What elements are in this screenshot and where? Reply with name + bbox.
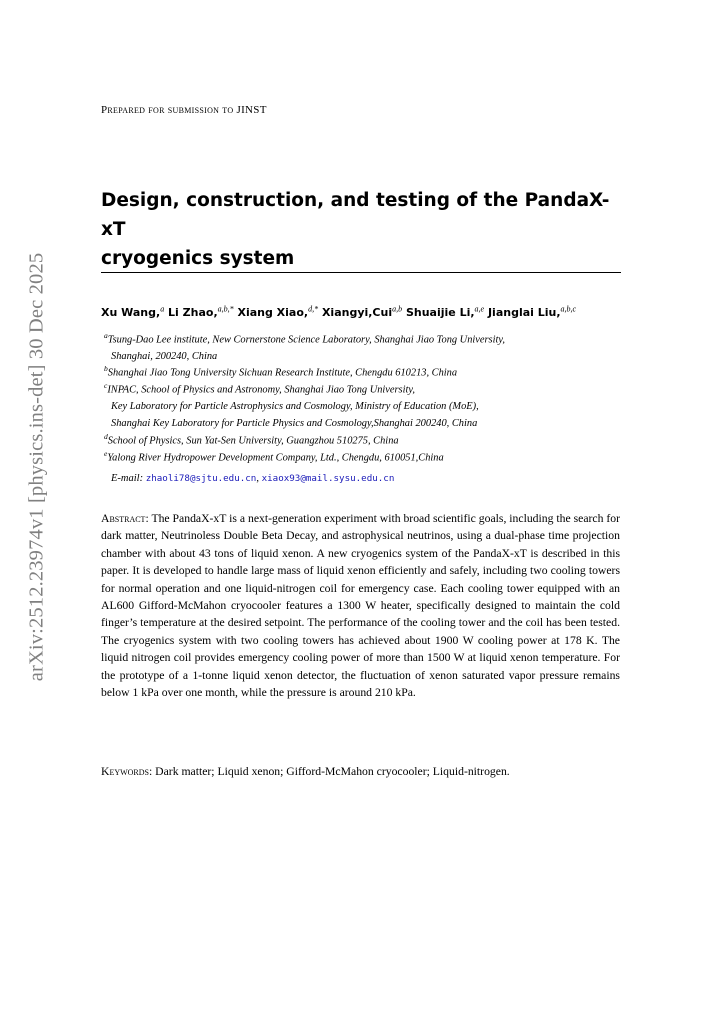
title-rule — [101, 272, 621, 273]
keywords-text: Dark matter; Liquid xenon; Gifford-McMahon cryocooler; Liquid-nitrogen. — [155, 765, 510, 778]
affiliation-a: $^a$Tsung-Dao Lee institute, New Cornerstone Science Laboratory, Shanghai Jiao Tong University, Shanghai, 200240, China — [104, 331, 505, 363]
title-line-1: Design, construction, and testing of the PandaX-xT — [101, 190, 610, 240]
author: Xiang Xiao,$^{d,*}$ — [237, 304, 319, 319]
arxiv-stamp-text: arXiv:2512.23974v1 [physics.ins-det] 30 Dec 2025 — [25, 252, 48, 682]
author: Xiangyi,Cui$^{a,b}$ — [321, 304, 403, 319]
email-label: E-mail: — [111, 473, 144, 484]
title-line-2: cryogenics system — [101, 248, 295, 269]
author: Xu Wang,$^a$ — [101, 304, 165, 319]
contact-emails: E-mail: zhaoli78@sjtu.edu.cn, xiaox93@mail.sysu.edu.cn — [111, 473, 395, 484]
email-link-zhao[interactable]: zhaoli78@sjtu.edu.cn — [145, 473, 257, 484]
arxiv-stamp — [22, 252, 52, 682]
abstract-label: Abstract: — [101, 512, 149, 525]
keywords-label: Keywords: — [101, 765, 153, 778]
affiliation-c: $^c$INPAC, School of Physics and Astronomy, Shanghai Jiao Tong University, Key Laboratory for Particle Astrophysics and Cosmology, Ministry of Education (MoE), Shanghai Key Laboratory for Particle Physics and Cosmology,Shanghai 200240, China — [104, 381, 479, 430]
author: Shuaijie Li,$^{a,e}$ — [405, 304, 485, 319]
affiliation-b: $^b$Shanghai Jiao Tong University Sichuan Research Institute, Chengdu 610213, China — [104, 364, 458, 379]
affiliation-d: $^d$School of Physics, Sun Yat-Sen University, Guangzhou 510275, China — [104, 432, 399, 447]
email-link-xiao[interactable]: xiaox93@mail.sysu.edu.cn — [261, 473, 395, 484]
affiliation-e: $^e$Yalong River Hydropower Development Company, Ltd., Chengdu, 610051,China — [104, 449, 444, 464]
author: Li Zhao,$^{a,b,*}$ — [168, 304, 234, 319]
keywords — [101, 765, 631, 778]
submission-prefix: Prepared for submission to — [101, 104, 234, 116]
paper-title — [101, 186, 631, 273]
abstract — [101, 510, 620, 701]
submission-note — [101, 104, 267, 116]
abstract-text: The PandaX-xT is a next-generation experiment with broad scientific goals, including the search for dark matter, Neutrinoless Double Beta Decay, and astrophysical neutrinos, using a dual-phase time projection chamber with about 43 tons of liquid xenon. A new cryogenics system of the PandaX-xT is described in this paper. It is developed to handle large mass of liquid xenon efficiently and safely, including two cooling towers for normal operation and one liquid-nitrogen coil for emergency case. Each cooling tower equipped with an AL600 Gifford-McMahon cryocooler features a 1300 W heater, specifically designed to maintain the cold finger’s temperature at the desired setpoint. The performance of the cooling tower and the coil has been tested. The cryogenics system with two cooling towers has achieved about 1900 W cooling power at 178 K. The liquid nitrogen coil provides emergency cooling power of more than 1500 W at liquid xenon temperature. For the prototype of a 1-tonne liquid xenon detector, the fluctuation of xenon saturated vapor pressure remains below 1 kPa over one month, while the pressure is around 210 kPa. — [101, 512, 620, 700]
journal-name: JINST — [236, 104, 267, 116]
author-list — [101, 304, 641, 319]
author: Jianglai Liu,$^{a,b,c}$ — [487, 304, 577, 319]
